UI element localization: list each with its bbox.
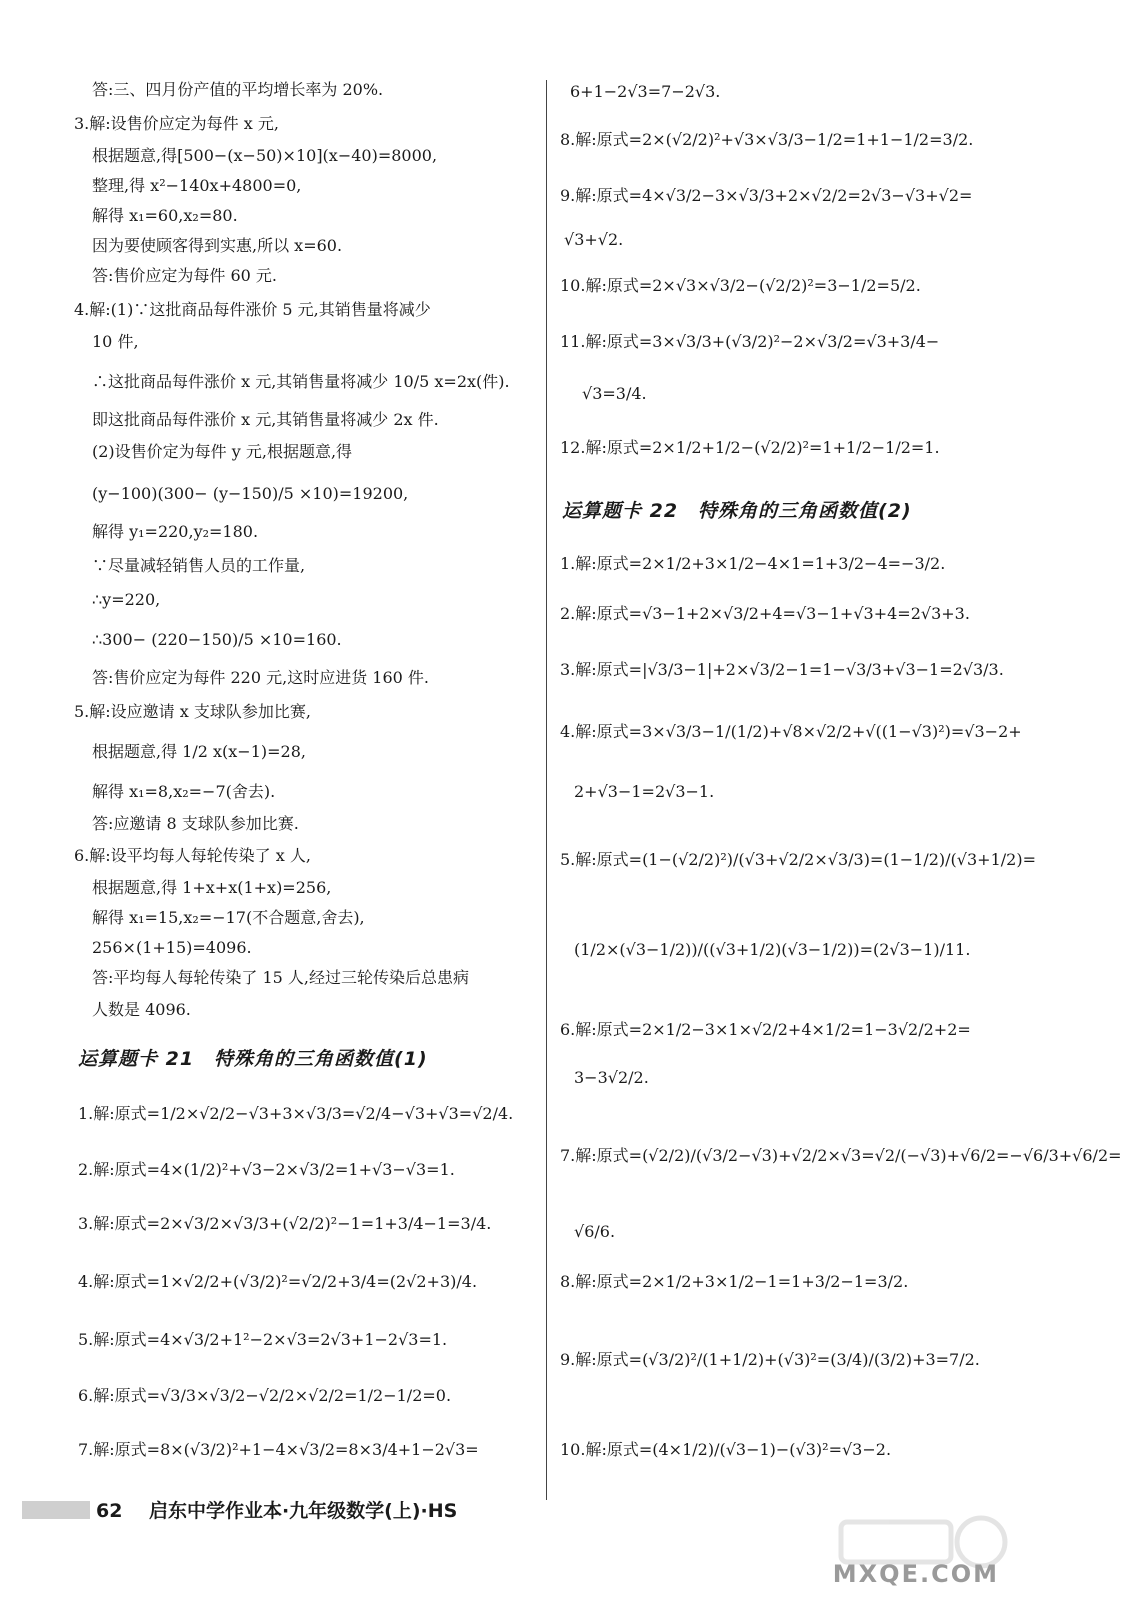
answer-line: 6.解:设平均每人每轮传染了 x 人, xyxy=(74,846,311,865)
answer-line: 答:售价应定为每件 220 元,这时应进货 160 件. xyxy=(92,668,429,687)
answer-line: 12.解:原式=2×1/2+1/2−(√2/2)²=1+1/2−1/2=1. xyxy=(560,438,940,457)
answer-line: 6.解:原式=2×1/2−3×1×√2/2+4×1/2=1−3√2/2+2= xyxy=(560,1020,971,1039)
answer-line: 解得 x₁=15,x₂=−17(不合题意,舍去), xyxy=(92,908,365,927)
answer-line: 答:平均每人每轮传染了 15 人,经过三轮传染后总患病 xyxy=(92,968,470,987)
answer-line: 9.解:原式=4×√3/2−3×√3/3+2×√2/2=2√3−√3+√2= xyxy=(560,186,973,205)
answer-line: 10.解:原式=(4×1/2)/(√3−1)−(√3)²=√3−2. xyxy=(560,1440,892,1459)
answer-line: 解得 x₁=60,x₂=80. xyxy=(92,206,238,225)
answer-line: 即这批商品每件涨价 x 元,其销售量将减少 2x 件. xyxy=(92,410,439,429)
answer-line: 10.解:原式=2×√3×√3/2−(√2/2)²=3−1/2=5/2. xyxy=(560,276,921,295)
answer-line: ∴这批商品每件涨价 x 元,其销售量将减少 10/5 x=2x(件). xyxy=(92,372,510,391)
answer-line: 9.解:原式=(√3/2)²/(1+1/2)+(√3)²=(3/4)/(3/2)+3=7/2. xyxy=(560,1350,980,1369)
answer-line: 8.解:原式=2×(√2/2)²+√3×√3/3−1/2=1+1−1/2=3/2. xyxy=(560,130,974,149)
page-number: 62 xyxy=(96,1500,123,1522)
answer-line: 1.解:原式=1/2×√2/2−√3+3×√3/3=√2/4−√3+√3=√2/4. xyxy=(78,1104,514,1123)
answer-line: 5.解:原式=(1−(√2/2)²)/(√3+√2/2×√3/3)=(1−1/2)/(√3+1/2)= xyxy=(560,850,1036,869)
answer-line: 根据题意,得[500−(x−50)×10](x−40)=8000, xyxy=(92,146,438,165)
footer-bar xyxy=(22,1501,90,1519)
answer-line: 答:三、四月份产值的平均增长率为 20%. xyxy=(92,80,384,99)
answer-line: 根据题意,得 1/2 x(x−1)=28, xyxy=(92,742,306,761)
answer-line: 答:售价应定为每件 60 元. xyxy=(92,266,278,285)
answer-line: 4.解:(1)∵这批商品每件涨价 5 元,其销售量将减少 xyxy=(74,300,431,319)
answer-line: 整理,得 x²−140x+4800=0, xyxy=(92,176,302,195)
answer-line: 3.解:设售价应定为每件 x 元, xyxy=(74,114,279,133)
answer-line: 11.解:原式=3×√3/3+(√3/2)²−2×√3/2=√3+3/4− xyxy=(560,332,940,351)
answer-line: 2.解:原式=√3−1+2×√3/2+4=√3−1+√3+4=2√3+3. xyxy=(560,604,970,623)
answer-line: 6+1−2√3=7−2√3. xyxy=(570,82,721,101)
answer-line: 2+√3−1=2√3−1. xyxy=(574,782,715,801)
answer-line: 3.解:原式=2×√3/2×√3/3+(√2/2)²−1=1+3/4−1=3/4. xyxy=(78,1214,492,1233)
answer-line: 2.解:原式=4×(1/2)²+√3−2×√3/2=1+√3−√3=1. xyxy=(78,1160,455,1179)
column-divider xyxy=(546,80,547,1500)
answer-line: 根据题意,得 1+x+x(1+x)=256, xyxy=(92,878,332,897)
answer-line: √3+√2. xyxy=(564,230,624,249)
answer-line: ∵尽量减轻销售人员的工作量, xyxy=(92,556,306,575)
answer-line: √6/6. xyxy=(574,1222,616,1241)
answer-line: 5.解:原式=4×√3/2+1²−2×√3=2√3+1−2√3=1. xyxy=(78,1330,448,1349)
answer-line: (2)设售价定为每件 y 元,根据题意,得 xyxy=(92,442,353,461)
answer-line: 解得 x₁=8,x₂=−7(舍去). xyxy=(92,782,276,801)
answer-line: 7.解:原式=(√2/2)/(√3/2−√3)+√2/2×√3=√2/(−√3)+√6/2=−√6/3+√6/2= xyxy=(560,1146,1122,1165)
answer-line: 10 件, xyxy=(92,332,139,351)
answer-line: 6.解:原式=√3/3×√3/2−√2/2×√2/2=1/2−1/2=0. xyxy=(78,1386,452,1405)
answer-line: 7.解:原式=8×(√3/2)²+1−4×√3/2=8×3/4+1−2√3= xyxy=(78,1440,479,1459)
page-footer xyxy=(96,1496,457,1523)
answer-line: 3−3√2/2. xyxy=(574,1068,649,1087)
answer-line: ∴300− (220−150)/5 ×10=160. xyxy=(92,630,342,649)
watermark-text: MXQE.COM xyxy=(832,1560,999,1588)
answer-line: 答:应邀请 8 支球队参加比赛. xyxy=(92,814,299,833)
answer-line: 3.解:原式=|√3/3−1|+2×√3/2−1=1−√3/3+√3−1=2√3/3. xyxy=(560,660,1004,679)
answer-line: ∴y=220, xyxy=(92,590,161,609)
answer-line: 4.解:原式=1×√2/2+(√3/2)²=√2/2+3/4=(2√2+3)/4. xyxy=(78,1272,478,1291)
answer-line: (y−100)(300− (y−150)/5 ×10)=19200, xyxy=(92,484,409,503)
answer-line: √3=3/4. xyxy=(582,384,647,403)
answer-line: 因为要使顾客得到实惠,所以 x=60. xyxy=(92,236,343,255)
answer-line: 解得 y₁=220,y₂=180. xyxy=(92,522,259,541)
answer-line: 5.解:设应邀请 x 支球队参加比赛, xyxy=(74,702,311,721)
answer-line: 256×(1+15)=4096. xyxy=(92,938,252,957)
section-title: 运算题卡 21 特殊角的三角函数值(1) xyxy=(78,1048,428,1070)
section-title: 运算题卡 22 特殊角的三角函数值(2) xyxy=(562,500,912,522)
answer-line: 4.解:原式=3×√3/3−1/(1/2)+√8×√2/2+√((1−√3)²)=√3−2+ xyxy=(560,722,1022,741)
answer-line: (1/2×(√3−1/2))/((√3+1/2)(√3−1/2))=(2√3−1)/11. xyxy=(574,940,971,959)
answer-line: 人数是 4096. xyxy=(92,1000,191,1019)
answer-line: 8.解:原式=2×1/2+3×1/2−1=1+3/2−1=3/2. xyxy=(560,1272,909,1291)
answer-line: 1.解:原式=2×1/2+3×1/2−4×1=1+3/2−4=−3/2. xyxy=(560,554,946,573)
book-title: 启东中学作业本·九年级数学(上)·HS xyxy=(148,1500,458,1522)
